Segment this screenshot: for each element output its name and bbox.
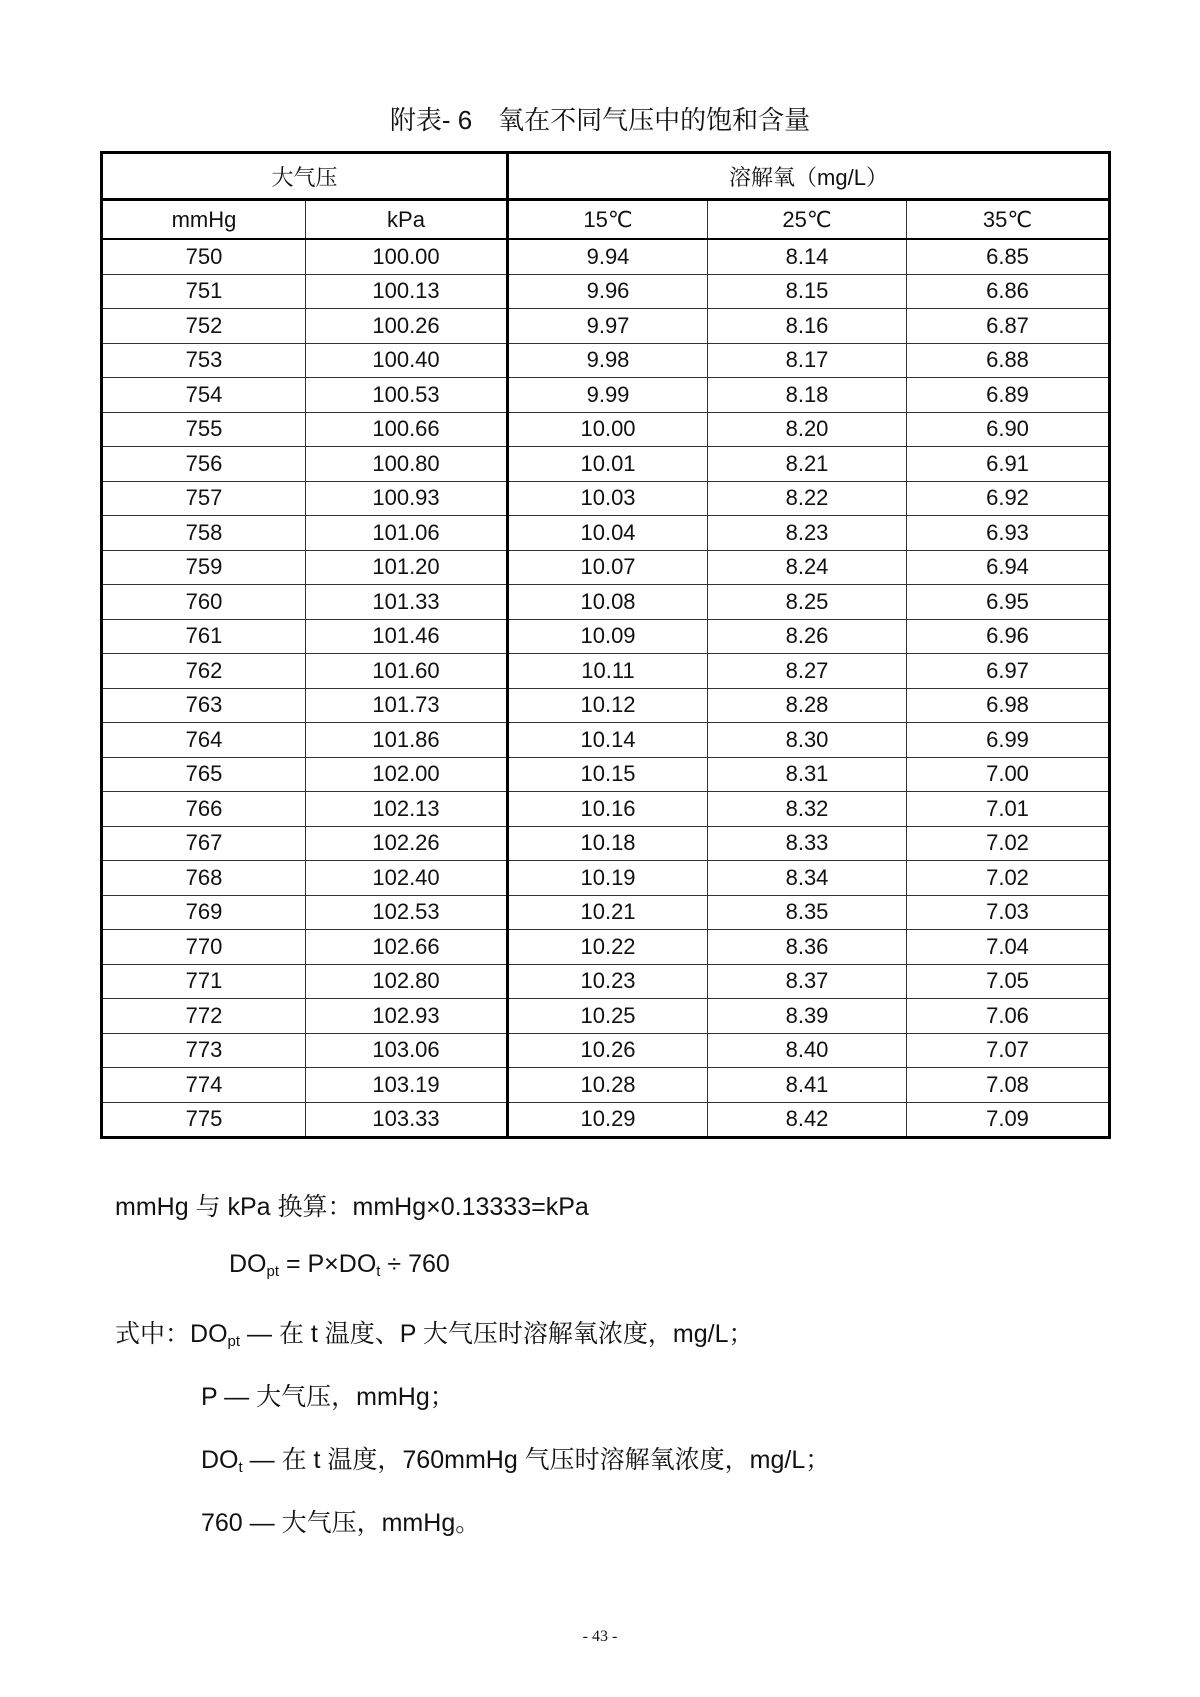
table-cell: 100.26 bbox=[306, 309, 508, 344]
table-cell: 9.96 bbox=[508, 274, 708, 309]
table-cell: 759 bbox=[102, 550, 306, 585]
table-cell: 101.06 bbox=[306, 516, 508, 551]
table-cell: 6.85 bbox=[907, 239, 1110, 274]
table-row bbox=[102, 274, 1110, 309]
table-cell: 102.93 bbox=[306, 999, 508, 1034]
table-cell: 761 bbox=[102, 619, 306, 654]
table-row bbox=[102, 585, 1110, 620]
table-cell: 101.46 bbox=[306, 619, 508, 654]
definition-p: P — 大气压，mmHg； bbox=[201, 1383, 455, 1411]
table-cell: 10.18 bbox=[508, 826, 708, 861]
table-cell: 751 bbox=[102, 274, 306, 309]
table-cell: 10.23 bbox=[508, 964, 708, 999]
table-cell: 770 bbox=[102, 930, 306, 965]
table-cell: 102.26 bbox=[306, 826, 508, 861]
table-cell: 8.18 bbox=[708, 378, 907, 413]
table-row bbox=[102, 792, 1110, 827]
table-cell: 100.93 bbox=[306, 481, 508, 516]
table-cell: 8.30 bbox=[708, 723, 907, 758]
definition-dot: $DO_t$ — 在 t 温度，760mmHg 气压时溶解氧浓度，mg/L； bbox=[201, 1446, 831, 1476]
table-cell: 100.53 bbox=[306, 378, 508, 413]
table-cell: 10.04 bbox=[508, 516, 708, 551]
table-cell: 6.95 bbox=[907, 585, 1110, 620]
table-cell: 766 bbox=[102, 792, 306, 827]
table-cell: 8.22 bbox=[708, 481, 907, 516]
table-cell: 10.22 bbox=[508, 930, 708, 965]
table-row bbox=[102, 723, 1110, 758]
table-cell: 756 bbox=[102, 447, 306, 482]
table-cell: 8.24 bbox=[708, 550, 907, 585]
table-cell: 7.09 bbox=[907, 1102, 1110, 1138]
table-row bbox=[102, 964, 1110, 999]
column-header: 25℃ bbox=[708, 200, 907, 240]
table-cell: 772 bbox=[102, 999, 306, 1034]
table-cell: 10.07 bbox=[508, 550, 708, 585]
table-cell: 771 bbox=[102, 964, 306, 999]
conversion-note: mmHg 与 kPa 换算：mmHg×0.13333=kPa bbox=[115, 1193, 589, 1221]
table-cell: 8.21 bbox=[708, 447, 907, 482]
table-cell: 6.90 bbox=[907, 412, 1110, 447]
table-cell: 758 bbox=[102, 516, 306, 551]
table-cell: 9.97 bbox=[508, 309, 708, 344]
table-cell: 774 bbox=[102, 1068, 306, 1103]
table-cell: 102.00 bbox=[306, 757, 508, 792]
table-cell: 768 bbox=[102, 861, 306, 896]
table-cell: 753 bbox=[102, 343, 306, 378]
table-cell: 10.28 bbox=[508, 1068, 708, 1103]
table-cell: 10.29 bbox=[508, 1102, 708, 1138]
table-cell: 8.32 bbox=[708, 792, 907, 827]
table-cell: 775 bbox=[102, 1102, 306, 1138]
column-header: 35℃ bbox=[907, 200, 1110, 240]
table-cell: 101.60 bbox=[306, 654, 508, 689]
table-cell: 100.66 bbox=[306, 412, 508, 447]
table-row bbox=[102, 826, 1110, 861]
table-cell: 100.00 bbox=[306, 239, 508, 274]
table-cell: 754 bbox=[102, 378, 306, 413]
table-cell: 7.01 bbox=[907, 792, 1110, 827]
table-cell: 757 bbox=[102, 481, 306, 516]
table-row bbox=[102, 757, 1110, 792]
table-cell: 8.37 bbox=[708, 964, 907, 999]
table-row bbox=[102, 619, 1110, 654]
table-cell: 10.14 bbox=[508, 723, 708, 758]
table-row bbox=[102, 999, 1110, 1034]
table-cell: 6.87 bbox=[907, 309, 1110, 344]
definition-760: 760 — 大气压，mmHg。 bbox=[201, 1509, 481, 1537]
table-cell: 762 bbox=[102, 654, 306, 689]
table-cell: 6.89 bbox=[907, 378, 1110, 413]
oxygen-saturation-table bbox=[100, 151, 1111, 1139]
table-cell: 7.04 bbox=[907, 930, 1110, 965]
table-cell: 9.99 bbox=[508, 378, 708, 413]
table-cell: 752 bbox=[102, 309, 306, 344]
group-header-dissolved-oxygen: 溶解氧（mg/L） bbox=[508, 153, 1110, 200]
page-number: - 43 - bbox=[582, 1628, 618, 1645]
table-row bbox=[102, 447, 1110, 482]
table-cell: 100.13 bbox=[306, 274, 508, 309]
table-cell: 764 bbox=[102, 723, 306, 758]
table-cell: 7.06 bbox=[907, 999, 1110, 1034]
table-cell: 769 bbox=[102, 895, 306, 930]
table-cell: 8.35 bbox=[708, 895, 907, 930]
table-cell: 763 bbox=[102, 688, 306, 723]
table-cell: 100.40 bbox=[306, 343, 508, 378]
table-cell: 102.66 bbox=[306, 930, 508, 965]
column-header: 15℃ bbox=[508, 200, 708, 240]
table-cell: 7.00 bbox=[907, 757, 1110, 792]
table-cell: 6.94 bbox=[907, 550, 1110, 585]
table-row bbox=[102, 1102, 1110, 1138]
column-header: mmHg bbox=[102, 200, 306, 240]
table-cell: 760 bbox=[102, 585, 306, 620]
table-cell: 8.31 bbox=[708, 757, 907, 792]
formula: $DO_{pt} = P\times DO_t \div 760$ bbox=[229, 1250, 450, 1280]
table-cell: 6.96 bbox=[907, 619, 1110, 654]
table-cell: 101.20 bbox=[306, 550, 508, 585]
table-cell: 8.17 bbox=[708, 343, 907, 378]
table-cell: 7.02 bbox=[907, 826, 1110, 861]
table-cell: 10.19 bbox=[508, 861, 708, 896]
table-cell: 101.73 bbox=[306, 688, 508, 723]
table-row bbox=[102, 239, 1110, 274]
table-cell: 755 bbox=[102, 412, 306, 447]
table-cell: 8.40 bbox=[708, 1033, 907, 1068]
table-cell: 10.08 bbox=[508, 585, 708, 620]
table-cell: 6.97 bbox=[907, 654, 1110, 689]
table-cell: 10.25 bbox=[508, 999, 708, 1034]
table-cell: 6.98 bbox=[907, 688, 1110, 723]
table-cell: 8.14 bbox=[708, 239, 907, 274]
table-cell: 8.28 bbox=[708, 688, 907, 723]
table-cell: 10.15 bbox=[508, 757, 708, 792]
table-row bbox=[102, 895, 1110, 930]
table-cell: 102.13 bbox=[306, 792, 508, 827]
table-cell: 10.16 bbox=[508, 792, 708, 827]
table-cell: 102.80 bbox=[306, 964, 508, 999]
table-cell: 8.26 bbox=[708, 619, 907, 654]
table-cell: 8.16 bbox=[708, 309, 907, 344]
page-title: 附表- 6 氧在不同气压中的饱和含量 bbox=[389, 105, 811, 135]
table-row bbox=[102, 654, 1110, 689]
table-cell: 103.19 bbox=[306, 1068, 508, 1103]
table-cell: 6.86 bbox=[907, 274, 1110, 309]
table-cell: 8.23 bbox=[708, 516, 907, 551]
table-cell: 9.94 bbox=[508, 239, 708, 274]
table-row bbox=[102, 930, 1110, 965]
table-cell: 8.20 bbox=[708, 412, 907, 447]
table-row bbox=[102, 1068, 1110, 1103]
table-cell: 6.88 bbox=[907, 343, 1110, 378]
table-cell: 10.12 bbox=[508, 688, 708, 723]
table-cell: 10.01 bbox=[508, 447, 708, 482]
table-cell: 8.36 bbox=[708, 930, 907, 965]
table-cell: 10.26 bbox=[508, 1033, 708, 1068]
table-cell: 10.00 bbox=[508, 412, 708, 447]
table-cell: 10.21 bbox=[508, 895, 708, 930]
table-cell: 10.03 bbox=[508, 481, 708, 516]
table-cell: 10.09 bbox=[508, 619, 708, 654]
table-cell: 8.25 bbox=[708, 585, 907, 620]
table-cell: 102.53 bbox=[306, 895, 508, 930]
table-cell: 101.86 bbox=[306, 723, 508, 758]
table-row bbox=[102, 516, 1110, 551]
table-cell: 6.99 bbox=[907, 723, 1110, 758]
table-row bbox=[102, 481, 1110, 516]
table-cell: 8.34 bbox=[708, 861, 907, 896]
table-cell: 7.08 bbox=[907, 1068, 1110, 1103]
table-cell: 765 bbox=[102, 757, 306, 792]
table-cell: 100.80 bbox=[306, 447, 508, 482]
table-cell: 6.92 bbox=[907, 481, 1110, 516]
table-cell: 6.91 bbox=[907, 447, 1110, 482]
table-row bbox=[102, 550, 1110, 585]
table-cell: 750 bbox=[102, 239, 306, 274]
table-row bbox=[102, 378, 1110, 413]
table-cell: 7.07 bbox=[907, 1033, 1110, 1068]
table-row bbox=[102, 1033, 1110, 1068]
table-cell: 10.11 bbox=[508, 654, 708, 689]
table-row bbox=[102, 343, 1110, 378]
table-cell: 103.33 bbox=[306, 1102, 508, 1138]
table-cell: 9.98 bbox=[508, 343, 708, 378]
group-header-pressure: 大气压 bbox=[102, 153, 508, 200]
table-cell: 8.15 bbox=[708, 274, 907, 309]
table-cell: 6.93 bbox=[907, 516, 1110, 551]
table-cell: 8.27 bbox=[708, 654, 907, 689]
table-cell: 103.06 bbox=[306, 1033, 508, 1068]
column-header: kPa bbox=[306, 200, 508, 240]
table-cell: 767 bbox=[102, 826, 306, 861]
table-cell: 7.02 bbox=[907, 861, 1110, 896]
table-cell: 8.39 bbox=[708, 999, 907, 1034]
table-row bbox=[102, 861, 1110, 896]
table-cell: 773 bbox=[102, 1033, 306, 1068]
table-cell: 101.33 bbox=[306, 585, 508, 620]
table-cell: 8.33 bbox=[708, 826, 907, 861]
table-cell: 102.40 bbox=[306, 861, 508, 896]
table-cell: 8.41 bbox=[708, 1068, 907, 1103]
table-row bbox=[102, 309, 1110, 344]
table-cell: 7.05 bbox=[907, 964, 1110, 999]
table-cell: 7.03 bbox=[907, 895, 1110, 930]
table-row bbox=[102, 412, 1110, 447]
definition-dopt: 式中：$DO_{pt}$ — 在 t 温度、P 大气压时溶解氧浓度，mg/L； bbox=[115, 1320, 754, 1350]
table-row bbox=[102, 688, 1110, 723]
table-cell: 8.42 bbox=[708, 1102, 907, 1138]
